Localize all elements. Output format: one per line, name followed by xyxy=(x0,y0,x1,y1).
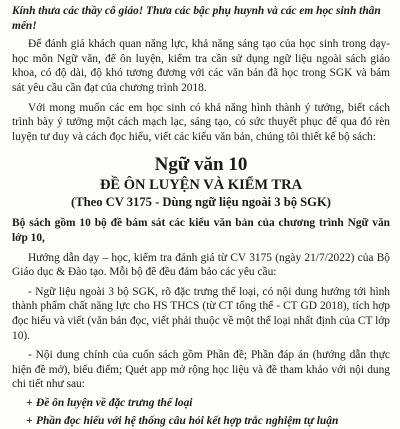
greeting: Kính thưa các thầy cô giáo! Thưa các bậc phụ huynh và các em học sinh thân mến! xyxy=(12,5,381,32)
bullet-text: Phần đọc hiểu với hệ thống câu hỏi kết hợp trắc nghiệm tự luận xyxy=(36,415,339,428)
intro-paragraph-2: Với mong muốn các em học sinh có khả năng hình thành ý tưởng, biết cách trình bày ý tưởng một cách mạch lạc, sáng tạo, có sức thuyết phục để qua đó rèn luyện tư duy và cách đọc hiểu, viết các kiểu văn bản, chúng tôi thiết kế bộ sách: xyxy=(12,101,390,143)
bullet-mark: + xyxy=(26,396,33,409)
book-subtitle: ĐỀ ÔN LUYỆN VÀ KIỂM TRA xyxy=(99,177,303,194)
bullet-item xyxy=(12,414,390,429)
book-note: (Theo CV 3175 - Dùng ngữ liệu ngoài 3 bộ SGK) xyxy=(71,195,331,210)
bullet-mark: + xyxy=(26,415,33,428)
body-paragraph-1: Hướng dẫn dạy – học, kiểm tra đánh giá từ CV 3175 (ngày 21/7/2022) của Bộ Giáo dục & Đào tạo. Mỗi bộ đề đều đảm bảo các yêu cầu: xyxy=(12,251,390,279)
bullet-item xyxy=(12,396,390,411)
intro-paragraph-1: Để đánh giá khách quan năng lực, khả năng sáng tạo của học sinh trong dạy-học môn Ngữ văn, để ôn luyện, kiểm tra cần sử dụng ngữ liệu ngoài sách giáo khoa, có độ dài, độ khó tương đương với các văn bản đã học trong SGK và bám sát yêu cầu cần đạt của chương trình 2018. xyxy=(12,38,390,94)
summary-paragraph: Bộ sách gồm 10 bộ đề bám sát các kiểu văn bản của chương trình Ngữ văn lớp 10, xyxy=(12,217,390,244)
bullet-text: Đề ôn luyện về đặc trưng thể loại xyxy=(36,396,193,409)
book-title: Ngữ văn 10 xyxy=(154,154,248,176)
body-paragraph-3: - Nội dung chính của cuốn sách gồm Phần đề; Phần đáp án (hướng dẫn thực hiện đề mở), biểu điểm; Quét app mở rộng học liệu và đề tham khảo với nội dung chi tiết như sau: xyxy=(12,349,390,391)
body-paragraph-2: - Ngữ liệu ngoài 3 bộ SGK, rõ đặc trưng thể loại, có nội dung hướng tới hình thành phẩm chất năng lực cho HS THCS (từ CT tổng thể - CT GD 2018), tích hợp đọc hiểu và viết (văn bản đọc, viết phải thuộc về một thể loại nhất định của CT lớp 10). xyxy=(12,285,390,342)
